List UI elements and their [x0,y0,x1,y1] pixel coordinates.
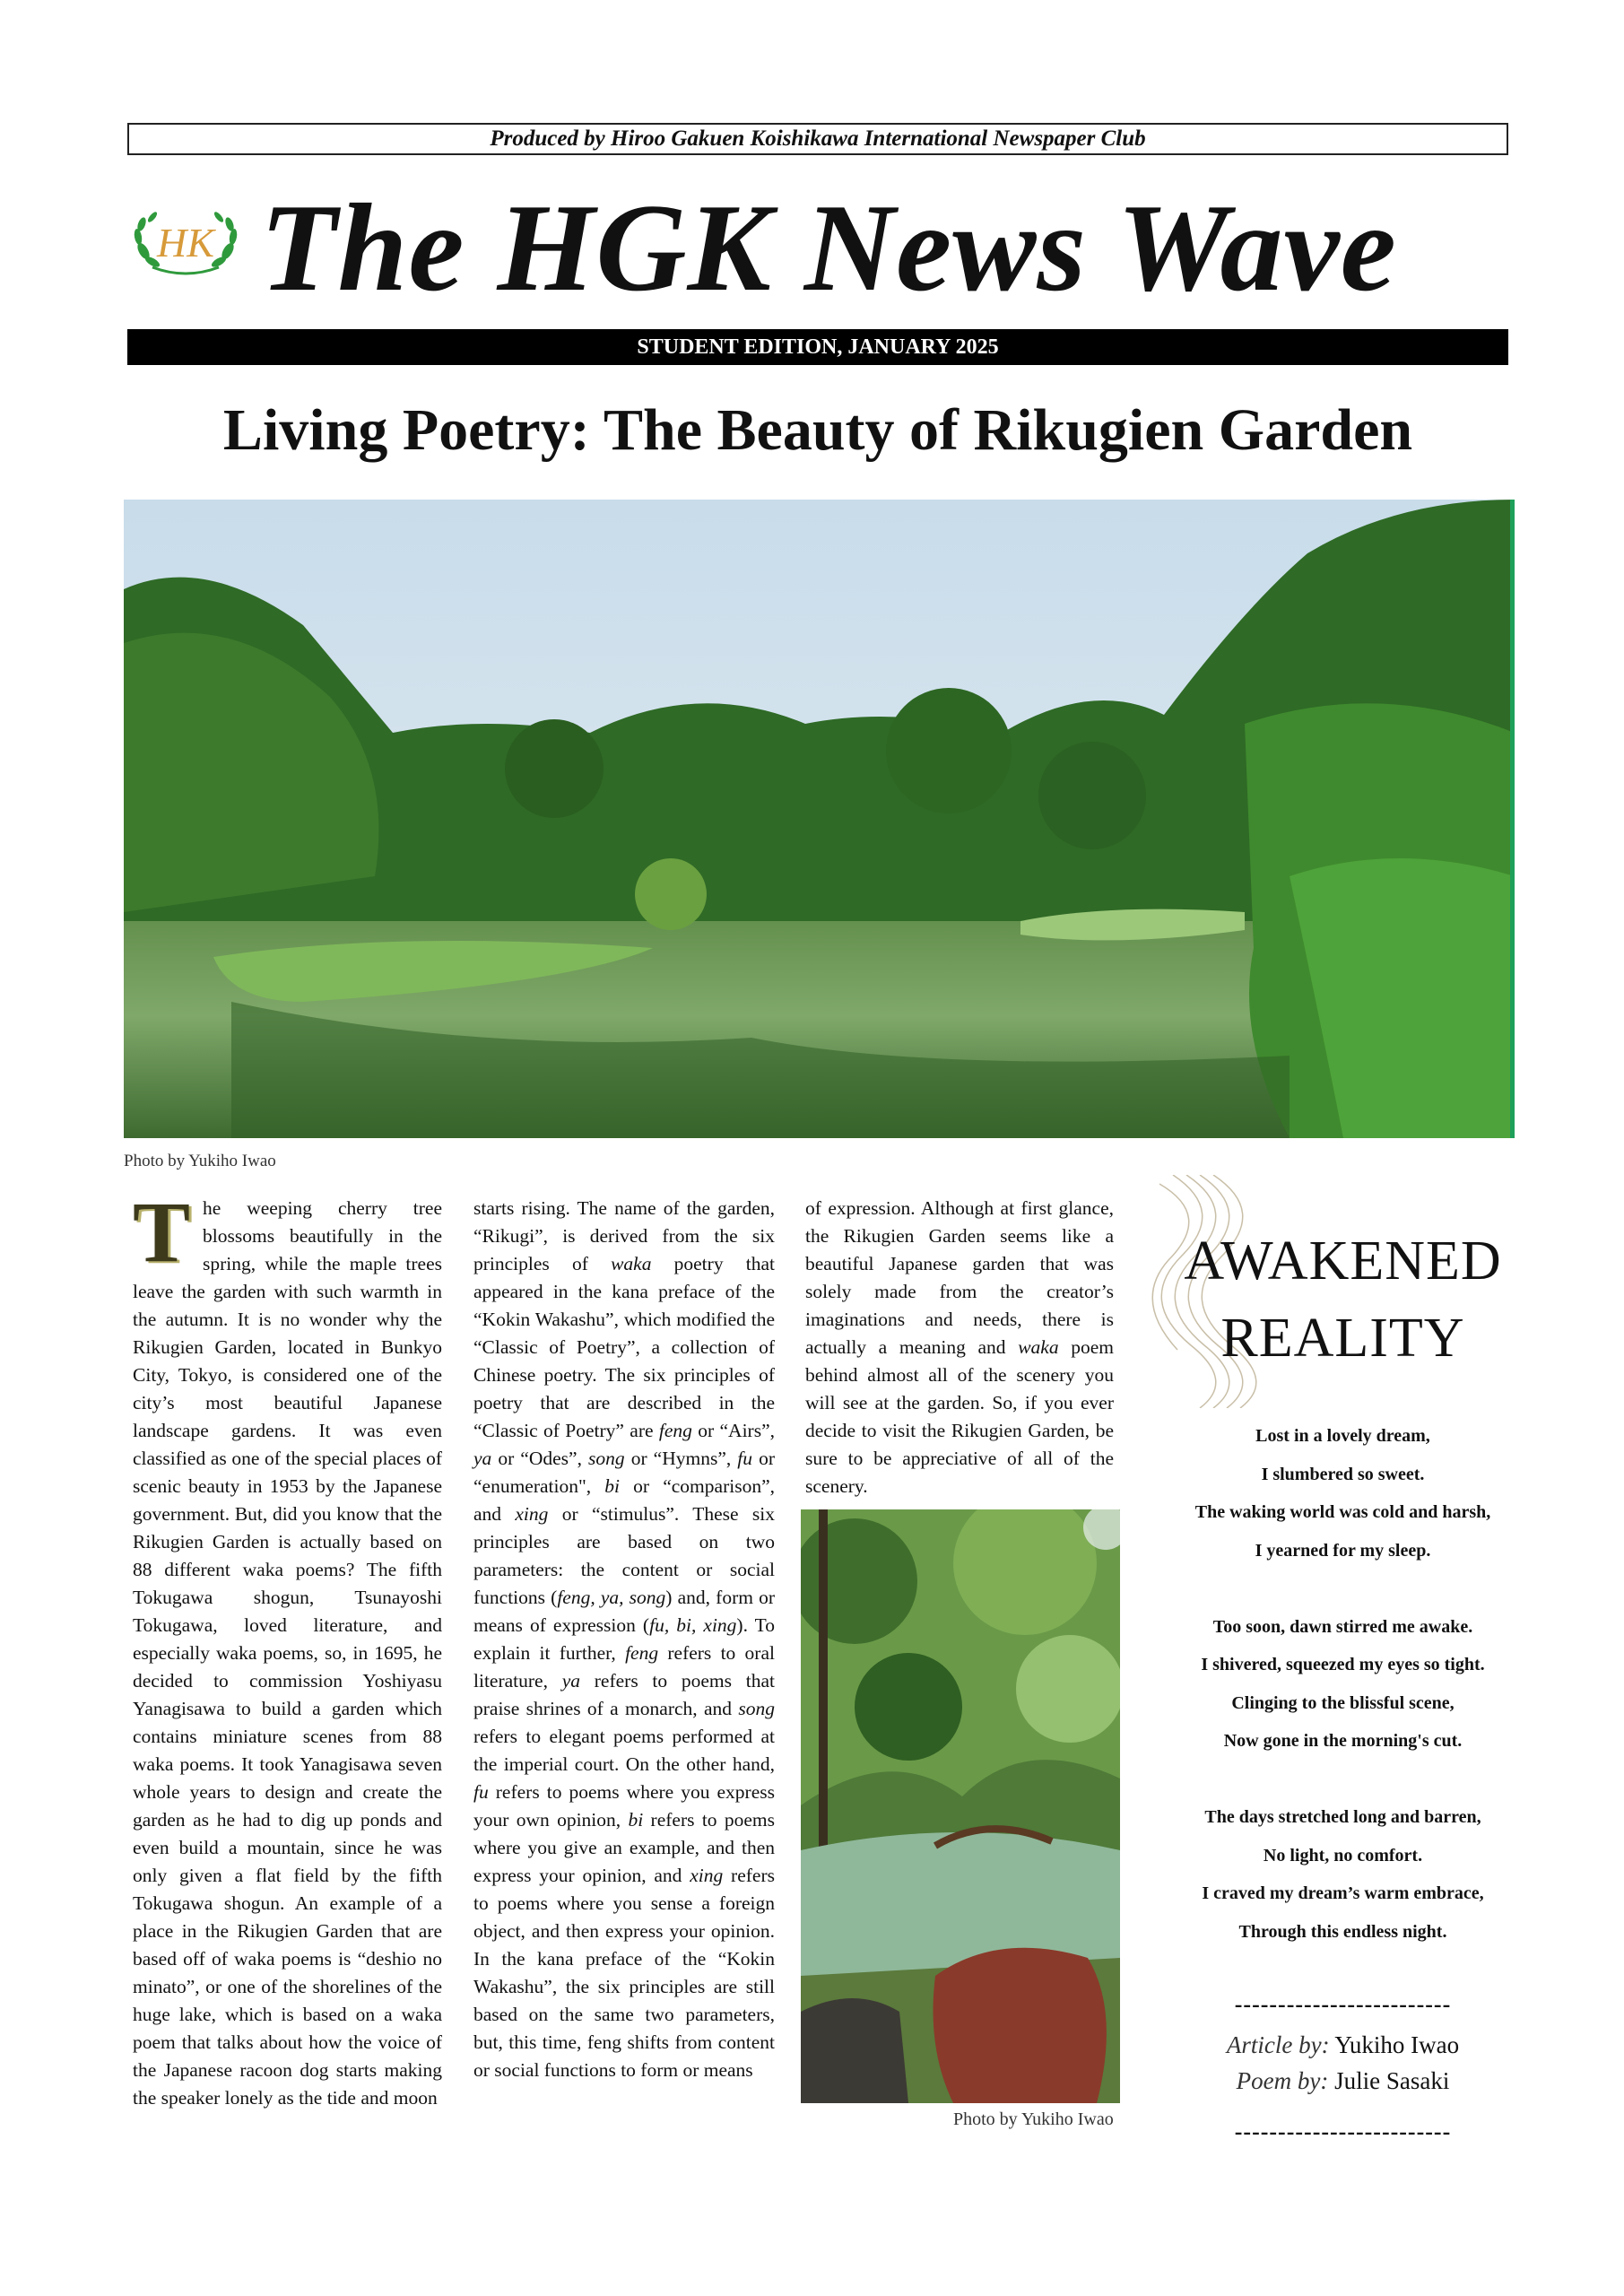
hero-caption: Photo by Yukiho Iwao [124,1152,276,1170]
poem-title [1152,1222,1533,1377]
poem-line: No light, no comfort. [1263,1845,1423,1866]
poem-line: Lost in a lovely dream, [1255,1426,1430,1446]
poem-credit [1157,2063,1529,2099]
stanza-gap [1157,1761,1529,1799]
poem-author: Julie Sasaki [1334,2067,1450,2094]
divider-bottom: ------------------------- [1234,2118,1452,2144]
poem-line: The waking world was cold and harsh, [1194,1502,1491,1522]
poem-line: Too soon, dawn stirred me awake. [1212,1616,1473,1637]
poem-line: The days stretched long and barren, [1204,1807,1481,1827]
poem-body [1157,1417,1529,1951]
credits [1157,2027,1529,2099]
article-column-3: of expression. Although at first glance, the Rikugien Garden seems like a beautiful Japanese garden that was solely made from the creator’s imaginations and needs, there is actually a meaning and waka poem behind almost all of the scenery you will see at the garden. So, if you ever decide to visit the Rikugien Garden, be sure to be appreciative of all of the scenery. [805,1197,1114,1497]
poem-line: Clinging to the blissful scene, [1231,1692,1455,1713]
svg-text:HK: HK [157,220,214,265]
producer-banner [127,123,1508,155]
stanza-gap [1157,1570,1529,1608]
poem-line: I yearned for my sleep. [1255,1540,1431,1561]
article-column-1 [133,1184,442,2181]
hgk-logo [126,204,246,280]
hero-photo-garden-pond [124,500,1515,1138]
poem-title-line-2: REALITY [1220,1308,1465,1369]
edition-text: STUDENT EDITION, JANUARY 2025 [637,335,999,359]
article-by-label: Article by: [1226,2031,1330,2058]
article-column-1-text: he weeping cherry tree blossoms beautifully in the spring, while the maple trees leave the garden with such warmth in the autumn. It is no wonder why the Rikugien Garden, located in Bunkyo City, Tokyo, is considered one of the city’s most beautiful Japanese landscape gardens. It was even classified as one of the special places of scenic beauty in 1953 by the Japanese government. But, did you know that the Rikugien Garden is actually based on 88 different waka poems? The fifth Tokugawa shogun, Tsunayoshi Tokugawa, loved literature, and especially waka poems, so, in 1695, he decided to commission Yoshiyasu Yanagisawa to build a garden which contains miniature scenes from 88 waka poems. It took Yanagisawa seven whole years to design and create the garden as he had to dig up ponds and even build a mountain, since he was only given a flat field by the fifth Tokugawa shogun. An example of a place in the Rikugien Garden that are based off of waka poems is “deshio no minato”, or one of the shorelines of the huge lake, which is based on a waka poem that talks about how the voice of the Japanese racoon dog starts making the speaker lonely as the tide and moon [133,1197,442,2109]
poem-line: Through this endless night. [1238,1921,1447,1942]
poem-by-label: Poem by: [1236,2067,1329,2094]
article-author: Yukiho Iwao [1334,2031,1460,2058]
bridge-photo-caption: Photo by Yukiho Iwao [953,2109,1114,2129]
garden-bridge-photo [801,1509,1120,2103]
edition-bar [127,329,1508,365]
poem-line: I slumbered so sweet. [1261,1464,1425,1484]
article-headline: Living Poetry: The Beauty of Rikugien Garden [222,397,1413,463]
drop-cap: T [133,1184,191,1280]
poem-line: Now gone in the morning's cut. [1223,1731,1463,1751]
poem-line: I craved my dream’s warm embrace, [1202,1883,1484,1903]
poem-line: I shivered, squeezed my eyes so tight. [1201,1655,1485,1674]
divider-top: ------------------------- [1234,1991,1452,2017]
article-column-2: starts rising. The name of the garden, “Rikugi”, is derived from the six principles of waka poetry that appeared in the kana preface of the “Kokin Wakashu”, which modified the “Classic of Poetry”, a collection of Chinese poetry. The six principles of poetry that are described in the “Classic of Poetry” are feng or “Airs”, ya or “Odes”, song or “Hymns”, fu or “enumeration", bi or “comparison”, and xing or “stimulus”. These six principles are based on two parameters: the content or social functions (feng, ya, song) and, form or means of expression (fu, bi, xing). To explain it further, feng refers to oral literature, ya refers to poems that praise shrines of a monarch, and song refers to elegant poems performed at the imperial court. On the other hand, fu refers to poems where you express your own opinion, bi refers to poems where you give an example, and then express your opinion, and xing refers to poems where you sense a foreign object, and then express your opinion. In the kana preface of the “Kokin Wakashu”, the six principles are still based on the same two parameters, but, this time, feng shifts from content or social functions to form or means [473,1197,776,2081]
masthead-title: The HGK News Wave [260,178,1397,317]
article-credit [1157,2027,1529,2063]
producer-text: Produced by Hiroo Gakuen Koishikawa International Newspaper Club [490,126,1146,151]
poem-title-line-1: AWAKENED [1184,1231,1502,1292]
